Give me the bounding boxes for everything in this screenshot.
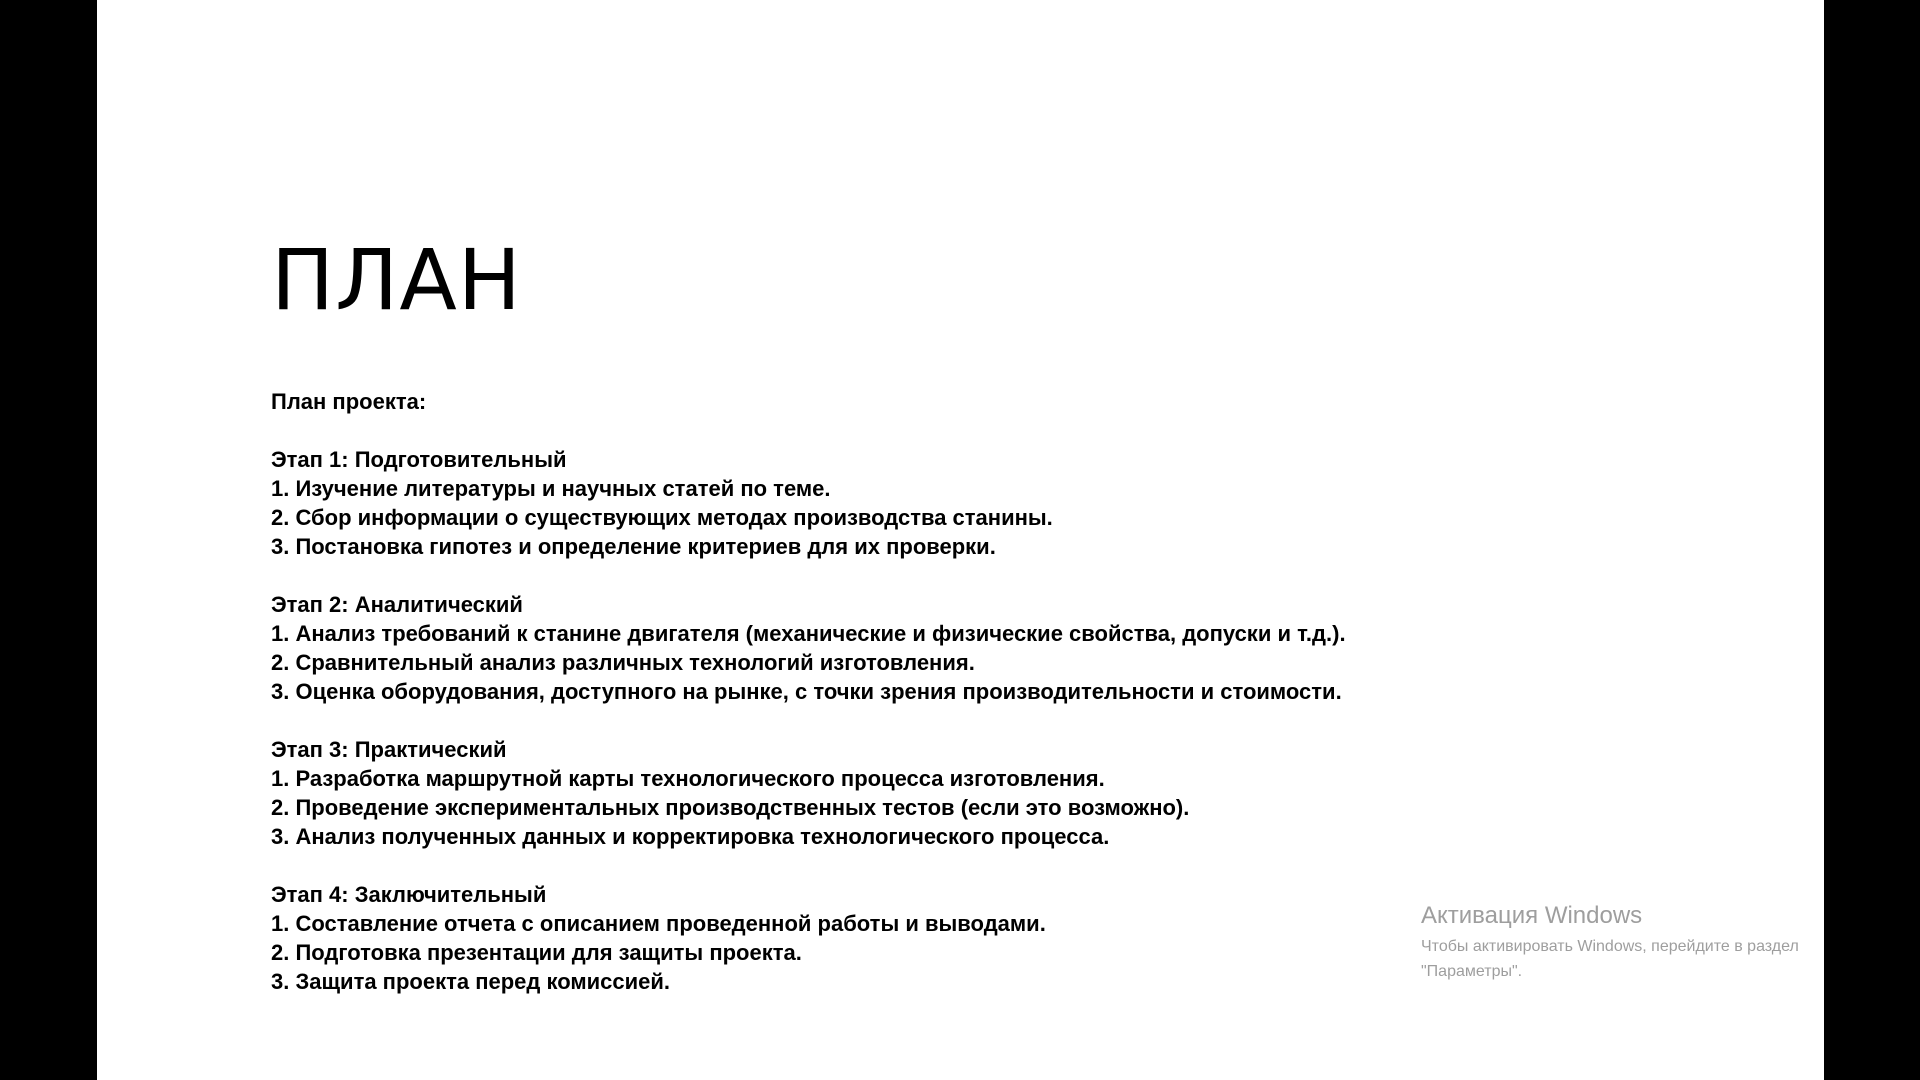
watermark-text (1421, 934, 1799, 984)
stage-item: 3. Анализ полученных данных и корректировка технологического процесса. (271, 824, 1110, 849)
stage-item: 1. Разработка маршрутной карты технологического процесса изготовления. (271, 766, 1105, 791)
stage-item: 2. Сравнительный анализ различных технологий изготовления. (271, 650, 975, 675)
stage-item: 2. Подготовка презентации для защиты проекта. (271, 940, 802, 965)
stage-item: 2. Сбор информации о существующих методах производства станины. (271, 505, 1053, 530)
watermark-line: "Параметры". (1421, 963, 1523, 980)
plan-heading: План проекта: (271, 389, 427, 414)
stage-title: Этап 4: Заключительный (271, 882, 547, 907)
stage-3 (271, 735, 1771, 851)
stage-item: 1. Составление отчета с описанием проведенной работы и выводами. (271, 911, 1046, 936)
stage-item: 2. Проведение экспериментальных производственных тестов (если это возможно). (271, 795, 1190, 820)
watermark-line: Чтобы активировать Windows, перейдите в раздел (1421, 938, 1799, 955)
watermark-title: Активация Windows (1421, 902, 1643, 929)
stage-item: 3. Оценка оборудования, доступного на рынке, с точки зрения производительности и стоимости. (271, 679, 1342, 704)
stage-item: 1. Изучение литературы и научных статей по теме. (271, 476, 831, 501)
stage-item: 1. Анализ требований к станине двигателя (механические и физические свойства, допуски и т.д.). (271, 621, 1346, 646)
slide-title: ПЛАН (271, 231, 522, 329)
stage-2 (271, 590, 1771, 706)
stage-1 (271, 445, 1771, 561)
stage-item: 3. Постановка гипотез и определение критериев для их проверки. (271, 534, 996, 559)
stage-item: 3. Защита проекта перед комиссией. (271, 969, 671, 994)
stage-title: Этап 3: Практический (271, 737, 507, 762)
windows-activation-watermark (1421, 901, 1799, 984)
stage-title: Этап 1: Подготовительный (271, 447, 567, 472)
stage-title: Этап 2: Аналитический (271, 592, 523, 617)
